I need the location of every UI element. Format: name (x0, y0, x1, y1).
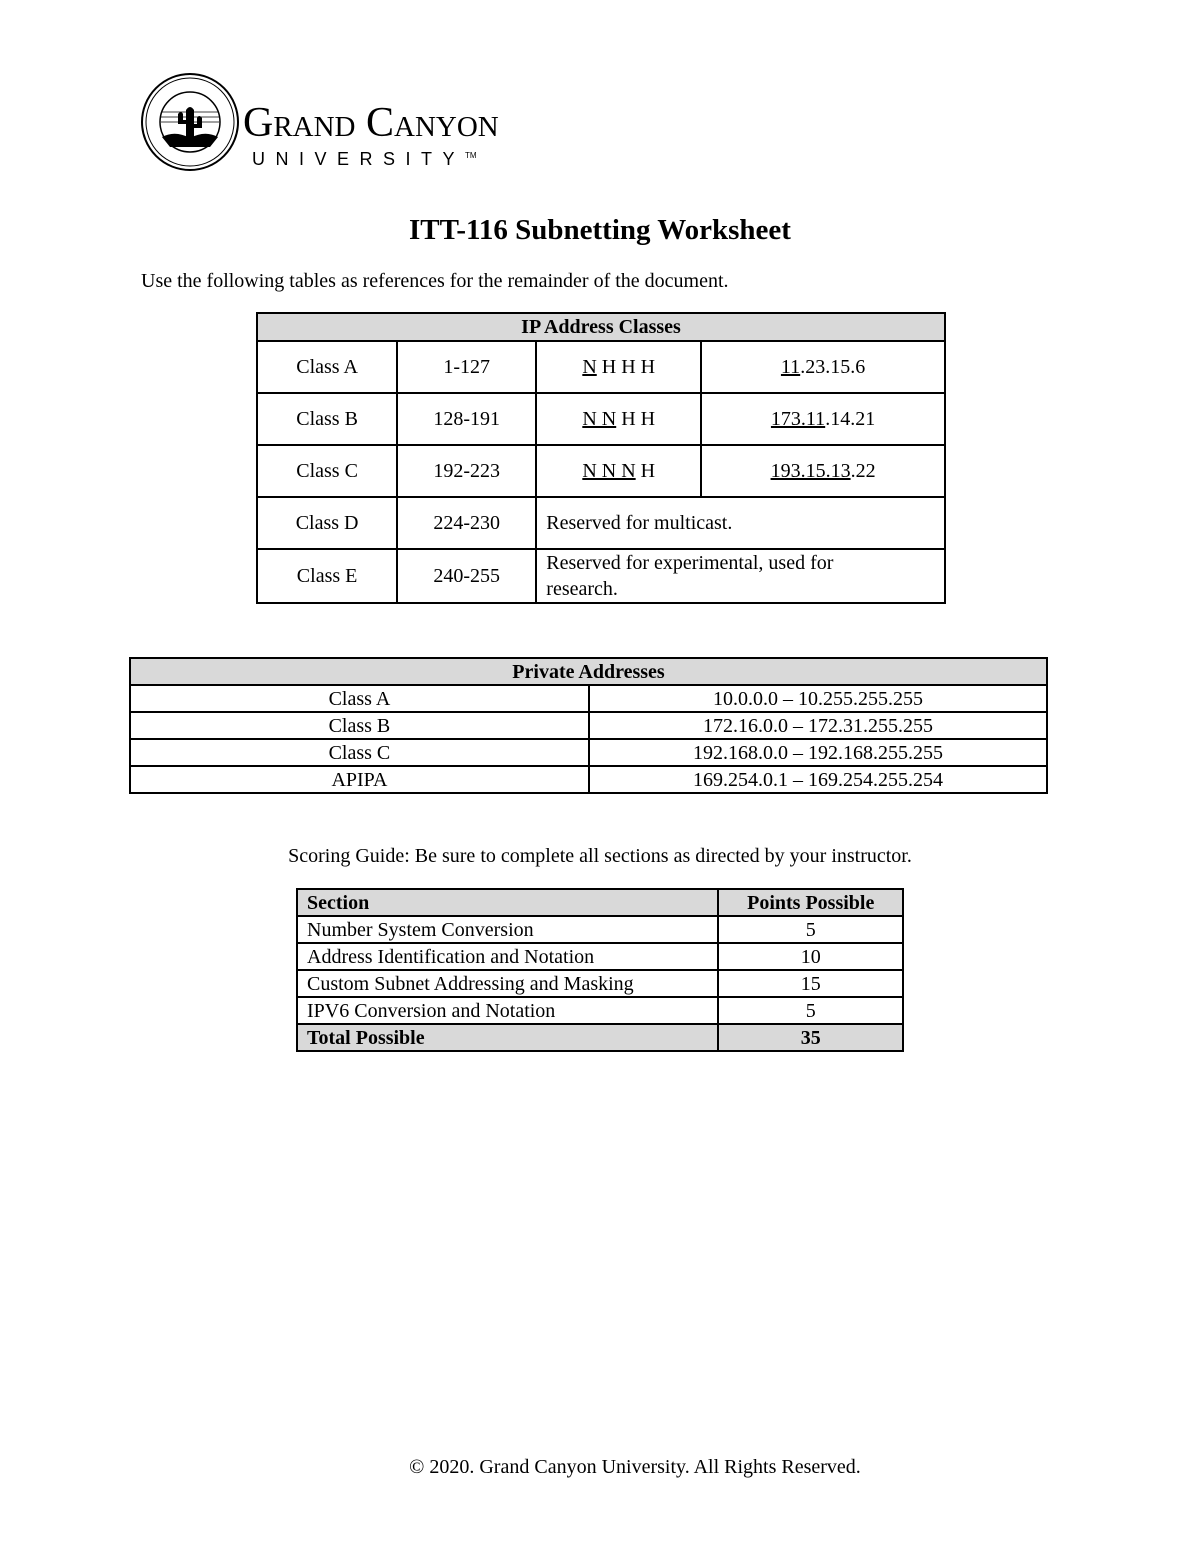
range-cell: 10.0.0.0 – 10.255.255.255 (589, 685, 1047, 712)
range-cell: 224-230 (397, 497, 536, 549)
private-addresses-table (129, 657, 1048, 794)
pattern-cell: N H H H (536, 341, 701, 393)
class-cell: Class A (257, 341, 397, 393)
table-row (130, 739, 1047, 766)
range-cell: 192.168.0.0 – 192.168.255.255 (589, 739, 1047, 766)
pattern-cell: N N H H (536, 393, 701, 445)
table-row (297, 997, 903, 1024)
range-cell: 240-255 (397, 549, 536, 603)
table-row (257, 445, 945, 497)
scoring-guide-table (296, 888, 904, 1052)
page-title: ITT-116 Subnetting Worksheet (409, 214, 791, 246)
points-cell: 5 (718, 916, 903, 943)
table-row (130, 712, 1047, 739)
ip-address-classes-table (256, 312, 946, 604)
class-cell: Class A (130, 685, 589, 712)
class-cell: APIPA (130, 766, 589, 793)
total-points: 35 (718, 1024, 903, 1051)
section-cell: Number System Conversion (297, 916, 718, 943)
example-cell: 11.23.15.6 (701, 341, 945, 393)
section-cell: Address Identification and Notation (297, 943, 718, 970)
copyright-footer: © 2020. Grand Canyon University. All Rights Reserved. (409, 1456, 861, 1478)
university-logo (140, 72, 590, 172)
description-cell: Reserved for experimental, used for research. (536, 549, 945, 603)
range-cell: 192-223 (397, 445, 536, 497)
section-cell: IPV6 Conversion and Notation (297, 997, 718, 1024)
range-cell: 169.254.0.1 – 169.254.255.254 (589, 766, 1047, 793)
intro-text: Use the following tables as references for the remainder of the document. (141, 270, 729, 292)
logo-wordmark: Grand Canyon (243, 100, 499, 146)
university-seal-icon (140, 72, 240, 172)
description-cell: Reserved for multicast. (536, 497, 945, 549)
table-row (297, 970, 903, 997)
table-header: IP Address Classes (257, 313, 945, 341)
class-cell: Class D (257, 497, 397, 549)
table-row (130, 685, 1047, 712)
table-row (257, 497, 945, 549)
class-cell: Class C (130, 739, 589, 766)
example-cell: 173.11.14.21 (701, 393, 945, 445)
example-cell: 193.15.13.22 (701, 445, 945, 497)
points-cell: 5 (718, 997, 903, 1024)
table-header: Private Addresses (130, 658, 1047, 685)
table-row (297, 916, 903, 943)
table-row (257, 341, 945, 393)
scoring-intro-text: Scoring Guide: Be sure to complete all sections as directed by your instructor. (288, 845, 912, 867)
points-cell: 15 (718, 970, 903, 997)
pattern-cell: N N N H (536, 445, 701, 497)
section-column-header: Section (297, 889, 718, 916)
section-cell: Custom Subnet Addressing and Masking (297, 970, 718, 997)
total-label: Total Possible (297, 1024, 718, 1051)
class-cell: Class C (257, 445, 397, 497)
class-cell: Class E (257, 549, 397, 603)
total-row (297, 1024, 903, 1051)
table-row (297, 943, 903, 970)
logo-subtitle: UNIVERSITY™ (252, 149, 477, 169)
table-row (257, 393, 945, 445)
range-cell: 172.16.0.0 – 172.31.255.255 (589, 712, 1047, 739)
table-row (257, 549, 945, 603)
class-cell: Class B (130, 712, 589, 739)
class-cell: Class B (257, 393, 397, 445)
table-row (130, 766, 1047, 793)
points-cell: 10 (718, 943, 903, 970)
points-column-header: Points Possible (718, 889, 903, 916)
range-cell: 1-127 (397, 341, 536, 393)
range-cell: 128-191 (397, 393, 536, 445)
